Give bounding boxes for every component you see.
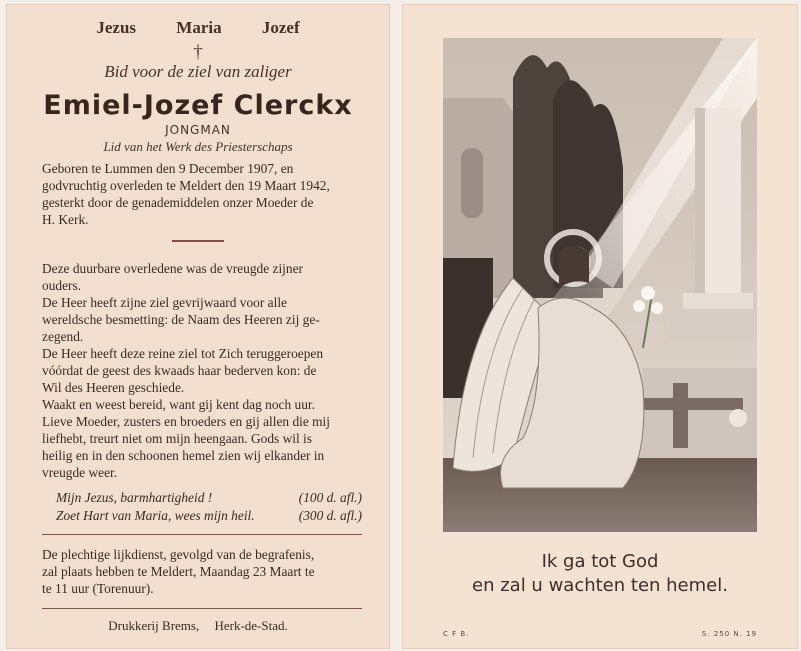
text-line: Lieve Moeder, zusters en broeders en gij allen die mij bbox=[42, 414, 331, 429]
print-codes bbox=[443, 630, 757, 638]
prayer-request: Bid voor de ziel van zaliger bbox=[104, 62, 292, 81]
text-line: De Heer heeft zijne ziel gevrijwaard voor alle bbox=[42, 295, 287, 310]
text-line: H. Kerk. bbox=[42, 212, 89, 227]
prayer-text: Zoet Hart van Maria, wees mijn heil. bbox=[56, 508, 255, 523]
text-line: Waakt en weest bereid, want gij kent dag noch uur. bbox=[42, 397, 315, 412]
text-line: Wil des Heeren geschiede. bbox=[42, 380, 185, 395]
holy-name: Jozef bbox=[261, 18, 300, 37]
prayer-line bbox=[56, 490, 362, 506]
text-line: ouders. bbox=[42, 278, 82, 293]
intro-paragraph bbox=[42, 160, 362, 228]
text-line: godvruchtig overleden te Meldert den 19 Maart 1942, bbox=[42, 178, 330, 193]
series-code: S. 250 N. 19 bbox=[701, 630, 757, 638]
text-line: wereldsche besmetting: de Naam des Heeren zij ge- bbox=[42, 312, 320, 327]
memorial-card-text bbox=[6, 4, 390, 649]
body-paragraph bbox=[42, 260, 362, 481]
deceased-name: Emiel-Jozef Clerckx bbox=[43, 90, 353, 121]
text-line: te 11 uur (Torenuur). bbox=[42, 581, 154, 596]
text-line: Geboren te Lummen den 9 December 1907, en bbox=[42, 161, 294, 176]
funeral-paragraph bbox=[42, 546, 362, 597]
caption-line: en zal u wachten ten hemel. bbox=[472, 575, 728, 596]
text-line: vreugde weer. bbox=[42, 465, 118, 480]
holy-name: Jezus bbox=[96, 18, 137, 37]
separator-line bbox=[42, 608, 362, 609]
prayer-text: Mijn Jezus, barmhartigheid ! bbox=[56, 490, 213, 505]
angel-picture bbox=[443, 38, 757, 532]
text-line: gesterkt door de genademiddelen onzer Moeder de bbox=[42, 195, 314, 210]
printer-place: Herk-de-Stad. bbox=[214, 618, 288, 633]
memorial-card-image bbox=[402, 4, 798, 649]
text-line: De plechtige lijkdienst, gevolgd van de begrafenis, bbox=[42, 547, 315, 562]
divider bbox=[172, 240, 224, 242]
caption-line: Ik ga tot God bbox=[541, 551, 659, 572]
printer-credit bbox=[6, 618, 390, 634]
text-line: zal plaats hebben te Meldert, Maandag 23 Maart te bbox=[42, 564, 315, 579]
text-line: vóórdat de geest des kwaads haar bederven kon: de bbox=[42, 363, 317, 378]
text-line: liefhebt, treurt niet om mijn heengaan. Gods wil is bbox=[42, 431, 312, 446]
separator-line bbox=[42, 534, 362, 535]
text-line: zegend. bbox=[42, 329, 84, 344]
indulgence: (100 d. afl.) bbox=[298, 490, 362, 505]
printer-name: Drukkerij Brems, bbox=[108, 618, 200, 633]
publisher-code: C F B. bbox=[443, 630, 470, 638]
membership: Lid van het Werk des Priesterschaps bbox=[103, 139, 293, 154]
holy-names bbox=[6, 18, 390, 38]
indulgence: (300 d. afl.) bbox=[298, 508, 362, 523]
status-label: JONGMAN bbox=[165, 123, 231, 137]
text-line: heilig en in den schoonen hemel zien wij elkander in bbox=[42, 448, 325, 463]
cross-icon: † bbox=[193, 42, 203, 63]
text-line: Deze duurbare overledene was de vreugde zijner bbox=[42, 261, 303, 276]
angel-illustration bbox=[443, 38, 757, 532]
prayer-line bbox=[56, 508, 362, 524]
holy-name: Maria bbox=[176, 18, 222, 37]
text-line: De Heer heeft deze reine ziel tot Zich teruggeroepen bbox=[42, 346, 324, 361]
